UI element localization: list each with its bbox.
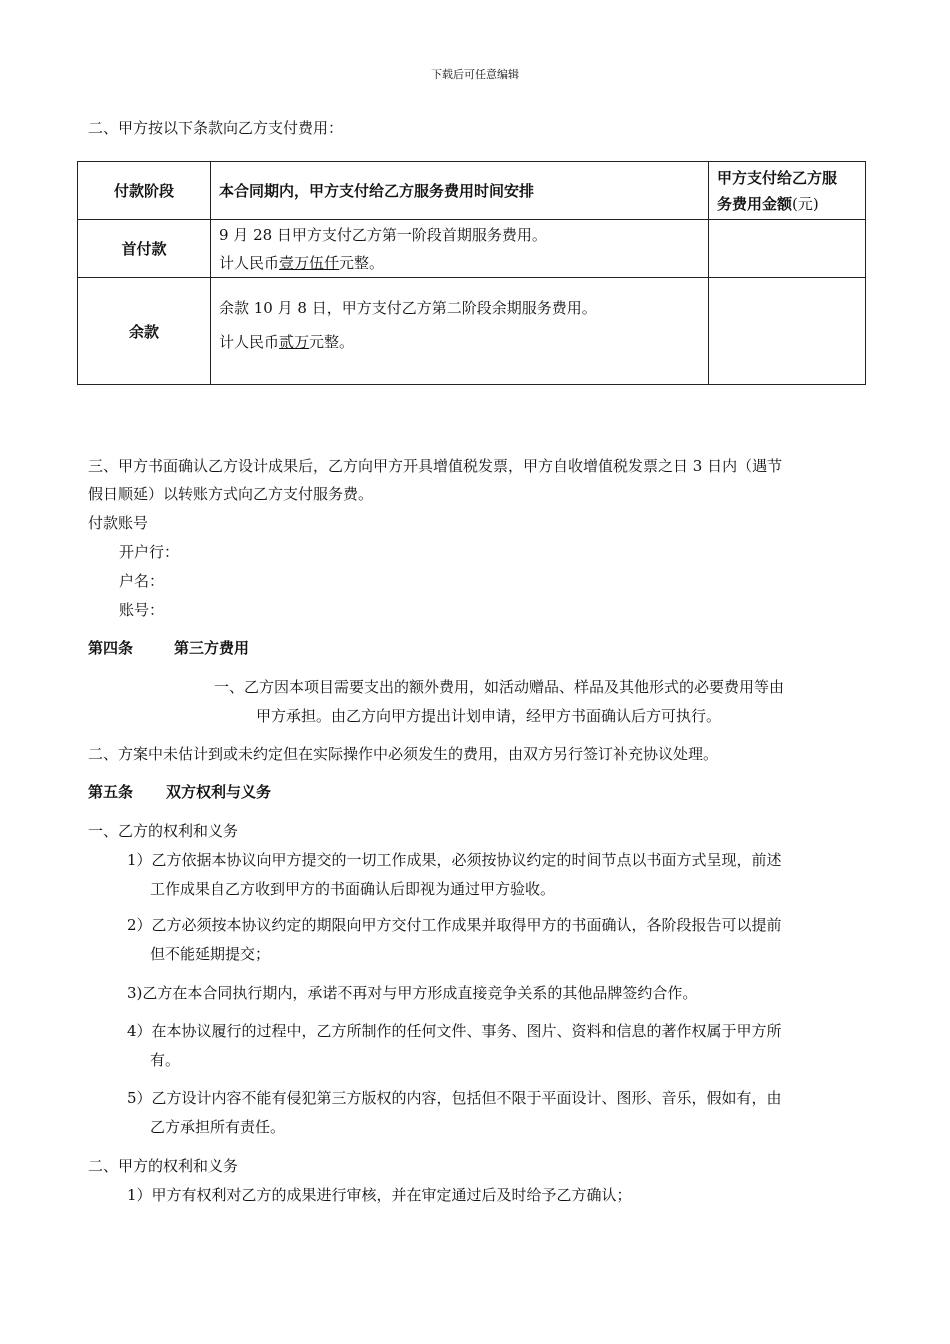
party-a-item-1: 1）甲方有权利对乙方的成果进行审核，并在审定通过后及时给予乙方确认； xyxy=(127,1186,632,1204)
article-5-number: 第五条 xyxy=(88,783,134,801)
party-b-item-2-line1: 2）乙方必须按本协议约定的期限向甲方交付工作成果并取得甲方的书面确认，各阶段报告可以提前 xyxy=(127,916,782,934)
party-b-item-4-line2: 有。 xyxy=(150,1051,181,1069)
party-b-item-3: 3)乙方在本合同执行期内，承诺不再对与甲方形成直接竞争关系的其他品牌签约合作。 xyxy=(127,984,698,1002)
account-name-label: 户名： xyxy=(119,572,165,590)
table-header-row xyxy=(78,162,866,220)
stage-cell: 余款 xyxy=(78,278,211,385)
amount-text: 壹万伍仟 xyxy=(279,253,340,272)
party-a-title: 二、甲方的权利和义务 xyxy=(88,1157,239,1175)
party-b-item-5-line1: 5）乙方设计内容不能有侵犯第三方版权的内容，包括但不限于平面设计、图形、音乐，假如有，由 xyxy=(127,1089,782,1107)
amount-text: 贰万 xyxy=(279,333,310,351)
party-b-item-1-line2: 工作成果自乙方收到甲方的书面确认后即视为通过甲方验收。 xyxy=(150,880,556,898)
amount-cell xyxy=(709,220,866,278)
schedule-cell: 9 月 28 日甲方支付乙方第一阶段首期服务费用。 计人民币壹万伍仟元整。 xyxy=(211,220,709,278)
party-b-item-5-line2: 乙方承担所有责任。 xyxy=(150,1118,286,1136)
account-number-label: 账号： xyxy=(119,601,165,619)
section-2-intro: 二、甲方按以下条款向乙方支付费用： xyxy=(88,119,344,137)
amount-cell xyxy=(709,278,866,385)
article-4-p1-line2: 甲方承担。由乙方向甲方提出计划申请，经甲方书面确认后方可执行。 xyxy=(256,707,722,725)
party-b-title: 一、乙方的权利和义务 xyxy=(88,822,239,840)
party-b-item-1-line1: 1）乙方依据本协议向甲方提交的一切工作成果，必须按协议约定的时间节点以书面方式呈现，前述 xyxy=(127,851,782,869)
article-4-p1-line1: 一、乙方因本项目需要支出的额外费用，如活动赠品、样品及其他形式的必要费用等由 xyxy=(214,678,785,696)
payment-schedule-table xyxy=(77,161,866,385)
page-header-watermark: 下载后可任意编辑 xyxy=(431,68,519,81)
party-b-item-2-line2: 但不能延期提交； xyxy=(150,945,271,963)
schedule-cell: 余款 10 月 8 日，甲方支付乙方第二阶段余期服务费用。 计人民币贰万元整。 xyxy=(211,278,709,385)
table-row xyxy=(78,220,866,278)
account-title: 付款账号 xyxy=(88,514,149,532)
stage-cell: 首付款 xyxy=(78,220,211,278)
party-b-item-4-line1: 4）在本协议履行的过程中，乙方所制作的任何文件、事务、图片、资料和信息的著作权属于甲方所 xyxy=(127,1022,782,1040)
article-4-title: 第三方费用 xyxy=(174,639,250,657)
header-schedule: 本合同期内，甲方支付给乙方服务费用时间安排 xyxy=(211,162,709,220)
section-3-line1: 三、甲方书面确认乙方设计成果后，乙方向甲方开具增值税发票，甲方自收增值税发票之日 3 日内（遇节 xyxy=(88,457,783,475)
header-stage: 付款阶段 xyxy=(78,162,211,220)
article-4-number: 第四条 xyxy=(88,639,134,657)
table-row xyxy=(78,278,866,385)
bank-label: 开户行： xyxy=(119,543,180,561)
header-amount: 甲方支付给乙方服 务费用金额(元) xyxy=(709,162,866,220)
article-4-p2: 二、方案中未估计到或未约定但在实际操作中必须发生的费用，由双方另行签订补充协议处理。 xyxy=(88,745,719,763)
article-5-title: 双方权利与义务 xyxy=(166,783,272,801)
section-3-line2: 假日顺延）以转账方式向乙方支付服务费。 xyxy=(88,485,374,503)
